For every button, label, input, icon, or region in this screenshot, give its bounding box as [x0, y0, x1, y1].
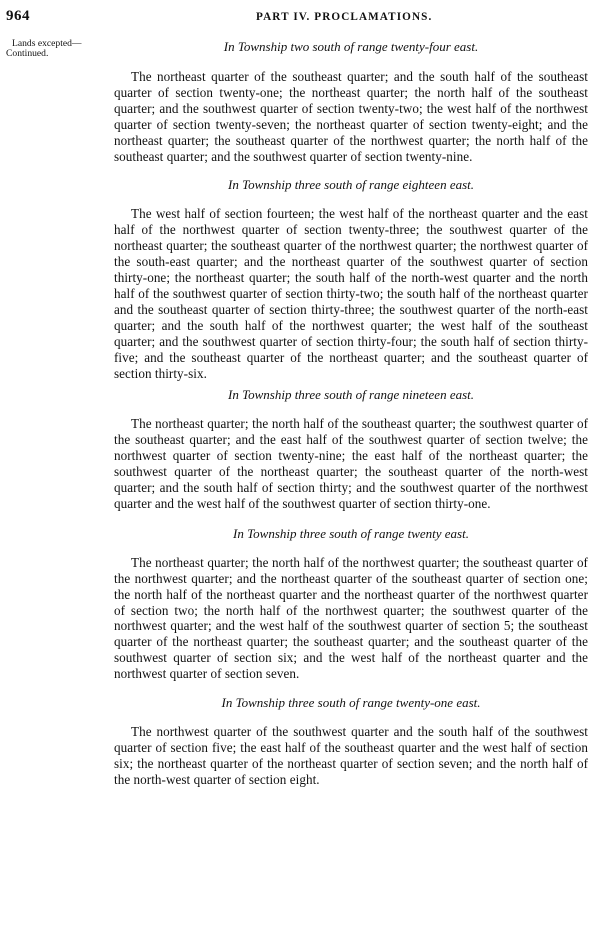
section-heading: In Township three south of range eighteen east.	[227, 177, 475, 193]
margin-note	[6, 39, 116, 59]
township-section	[114, 525, 588, 682]
running-head: PART IV. PROCLAMATIONS.	[256, 11, 433, 23]
section-heading: In Township three south of range nineteen east.	[227, 387, 475, 403]
section-paragraph: The west half of section fourteen; the west half of the northeast quarter and the east half of the northwest quarter of section twenty-three; the southwest quarter of the northeast quarter; the southeast quarter of the northwest quarter; the northwest quarter of the south-east quarter; and the northeast quarter of the southwest quarter of section thirty-one; the northeast quarter; the south half of the north-west quarter and the north half of the southwest quarter of section thirty-two; the south half of the northeast quarter and the southeast quarter of section thirty-three; the southwest quarter of the north-east quarter; and the south half of the northwest quarter; the west half of the southeast quarter; and the southwest quarter of section thirty-four; the south half of section thirty-five; and the southeast quarter of the northeast quarter; and the southeast quarter of section thirty-six.	[114, 206, 588, 381]
section-heading: In Township two south of range twenty-four east.	[223, 39, 479, 54]
township-section	[114, 176, 588, 381]
section-heading: In Township three south of range twenty-one east.	[221, 695, 481, 711]
township-section	[114, 386, 588, 511]
margin-note-line-1: Lands excepted—	[12, 38, 82, 49]
page-number: 964	[6, 8, 30, 24]
section-paragraph: The northeast quarter of the southeast quarter; and the south half of the southeast quarter of section twenty-one; the northeast quarter; the north half of the southeast quarter; and the southwest quarter of section twenty-two; the west half of the northwest quarter of section twenty-seven; the northeast quarter of section twenty-eight; and the northeast quarter; the southeast quarter of the northwest quarter; the north half of the southeast quarter; and the southwest quarter of section twenty-nine.	[114, 69, 588, 164]
page-body	[114, 38, 588, 788]
section-heading: In Township three south of range twenty east.	[233, 525, 469, 541]
township-section	[114, 38, 588, 164]
township-section	[114, 694, 588, 788]
section-paragraph: The northeast quarter; the north half of the southeast quarter; the southwest quarter of the southeast quarter; and the east half of the southwest quarter of section twelve; the northwest quarter of section twenty-nine; the east half of the northeast quarter; the southwest quarter of the northeast quarter; the southeast quarter of the north-west quarter; and the south half of section thirty; and the southwest quarter of the northwest quarter and the west half of the southwest quarter of section thirty-one.	[114, 416, 588, 511]
section-paragraph: The northwest quarter of the southwest quarter and the south half of the southwest quarter of section five; the east half of the southeast quarter and the west half of section six; the northeast quarter of the northeast quarter of section seven; and the north half of the north-west quarter of section eight.	[114, 724, 588, 787]
section-paragraph: The northeast quarter; the north half of the northwest quarter; the southeast quarter of the northwest quarter; and the northeast quarter of the southeast quarter of section one; the north half of the northeast quarter and the northeast quarter of the northwest quarter of section two; the north half of the northwest quarter; the southwest quarter of the northwest quarter; and the west half of the southwest quarter of section 5; the southeast quarter of the northeast quarter; the southeast quarter; and the southeast quarter of the southwest quarter of section six; and the west half of the northeast quarter and the northwest quarter of section seven.	[114, 554, 588, 682]
page-header	[0, 0, 600, 30]
margin-note-line-2: Continued.	[6, 48, 49, 59]
